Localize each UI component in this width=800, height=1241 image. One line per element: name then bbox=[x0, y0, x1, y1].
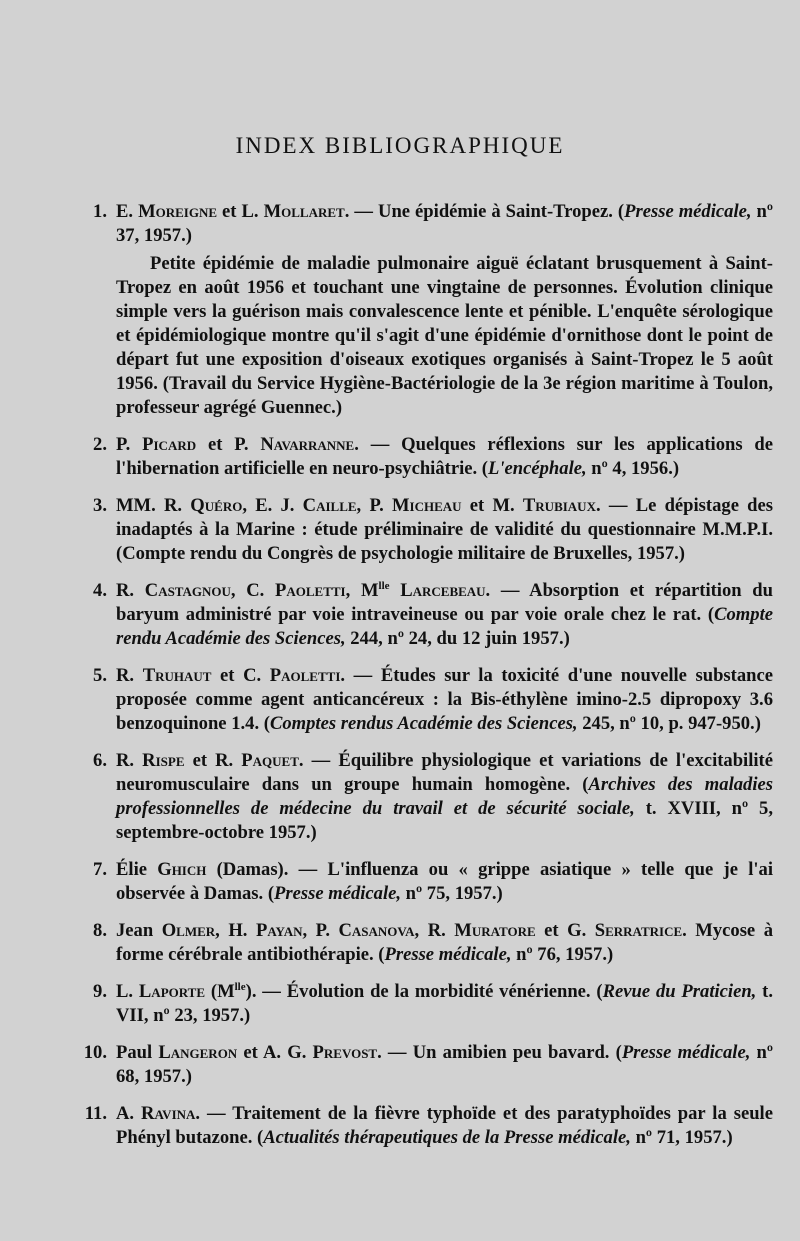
dash-separator: — bbox=[288, 859, 328, 880]
author-last-name: Ghich bbox=[157, 859, 207, 880]
entry-reference: nº 37, 1957.) bbox=[116, 201, 774, 246]
author-note: $(M^{lle})$. bbox=[205, 980, 257, 1002]
author-separator: et bbox=[217, 201, 242, 222]
author-first-name: R. bbox=[215, 750, 242, 771]
author-first-name: P. bbox=[315, 920, 339, 941]
author-last-name: Caille, bbox=[302, 495, 362, 516]
entry-title: L'influenza ou « grippe asiatique » telle que je l'ai observée à Damas. ( bbox=[116, 859, 773, 904]
author-last-name: Ravina. bbox=[141, 1103, 201, 1124]
entry-source: Revue du Praticien, bbox=[602, 981, 757, 1002]
author-last-name: Langeron bbox=[158, 1042, 238, 1063]
dash-separator: — bbox=[381, 1042, 413, 1063]
author-last-name: Serratrice. bbox=[594, 920, 687, 941]
author-last-name: Quéro, bbox=[190, 495, 247, 516]
bibliography-entry bbox=[75, 433, 773, 481]
author-first-name: G. bbox=[567, 920, 595, 941]
author-last-name: Prevost. bbox=[312, 1042, 382, 1063]
entry-number: 6. bbox=[93, 750, 107, 771]
entry-reference: t. VII, nº 23, 1957.) bbox=[116, 981, 774, 1026]
entry-summary: Petite épidémie de maladie pulmonaire aiguë éclatant brusquement à Saint-Tropez en août 1956 et touchant une vingtaine de personnes. Évolution clinique simple vers la guérison mais convalescence lente et pénible. L'enquête sérologique et épidémiologique montre qu'il s'agit d'une épidémie d'ornithose dont le point de départ fut une exposition d'oiseaux exotiques organisés à Saint-Tropez le 5 août 1956. (Travail du Service Hygiène-Bactériologie de la 3e région maritime à Toulon, professeur agrégé Guennec.) bbox=[116, 253, 773, 418]
author-last-name: Rispe bbox=[142, 750, 185, 771]
entry-source: Comptes rendus Académie des Sciences, bbox=[269, 713, 578, 734]
entry-source: Presse médicale, bbox=[624, 201, 752, 222]
dash-separator: — bbox=[358, 434, 402, 455]
author-first-name: E. bbox=[116, 201, 139, 222]
bibliography-list bbox=[75, 200, 773, 1163]
entry-citation bbox=[116, 749, 773, 845]
author-first-name: R. bbox=[116, 750, 143, 771]
bibliography-entry bbox=[75, 579, 773, 651]
bibliography-entry bbox=[75, 494, 773, 566]
entry-reference: nº 71, 1957.) bbox=[630, 1127, 733, 1148]
entry-citation bbox=[116, 579, 773, 651]
author-note: (Damas). bbox=[206, 859, 289, 880]
entry-number: 11. bbox=[84, 1103, 107, 1124]
entry-number: 1. bbox=[93, 201, 107, 222]
entry-source: L'encéphale, bbox=[488, 458, 587, 479]
author-last-name: Navarranne. bbox=[260, 434, 359, 455]
author-first-name: A. G. bbox=[262, 1042, 313, 1063]
author-last-name: Casanova, bbox=[338, 920, 420, 941]
author-first-name: R. bbox=[116, 665, 143, 686]
author-last-name: Paoletti. bbox=[269, 665, 346, 686]
entry-citation bbox=[116, 1102, 773, 1150]
entry-title: Une épidémie à Saint-Tropez. ( bbox=[378, 201, 625, 222]
entry-source: Actualités thérapeutiques de la Presse médicale, bbox=[263, 1127, 631, 1148]
author-first-name: $M^{lle}$ bbox=[360, 579, 390, 601]
dash-separator: — bbox=[600, 495, 636, 516]
author-last-name: Moreigne bbox=[138, 201, 218, 222]
dash-separator: — bbox=[345, 665, 381, 686]
dash-separator: — bbox=[349, 201, 379, 222]
author-last-name: Truhaut bbox=[142, 665, 212, 686]
entry-citation bbox=[116, 433, 773, 481]
author-first-name: Paul bbox=[116, 1042, 159, 1063]
author-last-name: Trubiaux. bbox=[522, 495, 601, 516]
author-prefix: MM. bbox=[116, 495, 164, 516]
author-last-name: Larcebeau. bbox=[400, 580, 491, 601]
dash-separator: — bbox=[200, 1103, 233, 1124]
bibliography-entry bbox=[75, 1102, 773, 1150]
entry-reference: nº 76, 1957.) bbox=[511, 944, 614, 965]
bibliography-entry bbox=[75, 858, 773, 906]
entry-reference: nº 4, 1956.) bbox=[586, 458, 680, 479]
author-first-name: L. bbox=[241, 201, 264, 222]
author-first-name: Jean bbox=[116, 920, 162, 941]
author-first-name: H. bbox=[228, 920, 256, 941]
entry-number: 2. bbox=[93, 434, 107, 455]
author-first-name: R. bbox=[427, 920, 455, 941]
page-title: INDEX BIBLIOGRAPHIQUE bbox=[235, 133, 565, 158]
author-first-name: P. bbox=[234, 434, 261, 455]
entry-citation bbox=[116, 200, 773, 248]
entry-reference: 244, nº 24, du 12 juin 1957.) bbox=[345, 628, 570, 649]
entry-number: 10. bbox=[83, 1042, 107, 1063]
entry-title: Mycose à forme cérébrale antibiothérapie. ( bbox=[116, 920, 773, 965]
author-first-name: C. bbox=[246, 580, 276, 601]
entry-source: Presse médicale, bbox=[274, 883, 402, 904]
author-separator: et bbox=[196, 434, 235, 455]
author-first-name: P. bbox=[369, 495, 392, 516]
author-last-name: Olmer, bbox=[161, 920, 220, 941]
entry-title: Traitement de la fièvre typhoïde et des paratyphoïdes par la seule Phényl butazone. ( bbox=[116, 1103, 773, 1148]
author-last-name: Payan, bbox=[255, 920, 308, 941]
author-last-name: Muratore bbox=[454, 920, 536, 941]
entry-title: Absorption et répartition du baryum administré par voie intraveineuse ou par voie orale chez le rat. ( bbox=[116, 580, 773, 625]
author-first-name: R. bbox=[163, 495, 191, 516]
entry-number: 9. bbox=[93, 981, 107, 1002]
dash-separator: — bbox=[303, 750, 339, 771]
bibliography-entry bbox=[75, 1041, 773, 1089]
entry-number: 5. bbox=[93, 665, 107, 686]
author-last-name: Paquet. bbox=[241, 750, 304, 771]
entry-source: Compte rendu Académie des Sciences, bbox=[116, 604, 773, 649]
author-first-name: A. bbox=[116, 1103, 142, 1124]
author-last-name: Micheau bbox=[391, 495, 462, 516]
author-first-name: P. bbox=[116, 434, 143, 455]
entry-title: Équilibre physiologique et variations de l'excitabilité neuromusculaire dans un groupe humain homogène. ( bbox=[116, 750, 774, 795]
entry-source: Archives des maladies professionnelles de médecine du travail et de sécurité sociale, bbox=[116, 774, 773, 819]
bibliography-entry bbox=[75, 919, 773, 967]
entry-title: Études sur la toxicité d'une nouvelle substance proposée comme agent anticancéreux : la Bis-éthylène imino-2.5 dipropoxy 3.6 benzoquinone 1.4. ( bbox=[116, 665, 774, 734]
entry-citation bbox=[116, 1041, 773, 1089]
entry-source: Presse médicale, bbox=[621, 1042, 751, 1063]
author-separator: et bbox=[535, 920, 568, 941]
author-first-name: E. J. bbox=[255, 495, 303, 516]
entry-reference: 245, nº 10, p. 947-950.) bbox=[577, 713, 761, 734]
author-first-name: C. bbox=[243, 665, 270, 686]
author-last-name: Mollaret. bbox=[263, 201, 350, 222]
entry-reference: nº 75, 1957.) bbox=[401, 883, 503, 904]
entry-number: 3. bbox=[93, 495, 107, 516]
author-first-name: L. bbox=[116, 981, 139, 1002]
author-separator: et bbox=[237, 1042, 263, 1063]
author-last-name: Castagnou, bbox=[144, 580, 236, 601]
entry-title: Évolution de la morbidité vénérienne. ( bbox=[286, 981, 603, 1002]
author-first-name: R. bbox=[116, 580, 145, 601]
entry-title: Le dépistage des inadaptés à la Marine : étude préliminaire de validité du questionnaire M.M.P.I. (Compte rendu du Congrès de psychologie militaire de Bruxelles, 1957.) bbox=[116, 495, 774, 564]
entry-citation bbox=[116, 980, 773, 1028]
author-last-name: Paoletti, bbox=[275, 580, 351, 601]
bibliography-entry bbox=[75, 980, 773, 1028]
entry-number: 7. bbox=[93, 859, 107, 880]
entry-number: 4. bbox=[93, 580, 107, 601]
entry-citation bbox=[116, 664, 773, 736]
bibliography-entry bbox=[75, 200, 773, 420]
entry-title: Quelques réflexions sur les applications de l'hibernation artificielle en neuro-psychiâtrie. ( bbox=[116, 434, 773, 479]
author-separator: et bbox=[184, 750, 216, 771]
author-separator: et M. bbox=[461, 495, 523, 516]
bibliography-entry bbox=[75, 664, 773, 736]
entry-reference: t. XVIII, nº 5, septembre-octobre 1957.) bbox=[116, 798, 773, 843]
entry-reference: nº 68, 1957.) bbox=[116, 1042, 774, 1087]
author-last-name: Laporte bbox=[138, 981, 206, 1002]
entry-number: 8. bbox=[93, 920, 107, 941]
entry-citation bbox=[116, 858, 773, 906]
dash-separator: — bbox=[256, 981, 287, 1002]
author-first-name: Élie bbox=[116, 859, 158, 880]
author-separator: et bbox=[211, 665, 244, 686]
dash-separator: — bbox=[490, 580, 530, 601]
entry-title: Un amibien peu bavard. ( bbox=[412, 1042, 622, 1063]
entry-source: Presse médicale, bbox=[384, 944, 512, 965]
entry-citation bbox=[116, 919, 773, 967]
author-last-name: Picard bbox=[142, 434, 197, 455]
bibliography-entry bbox=[75, 749, 773, 845]
entry-citation bbox=[116, 494, 773, 566]
